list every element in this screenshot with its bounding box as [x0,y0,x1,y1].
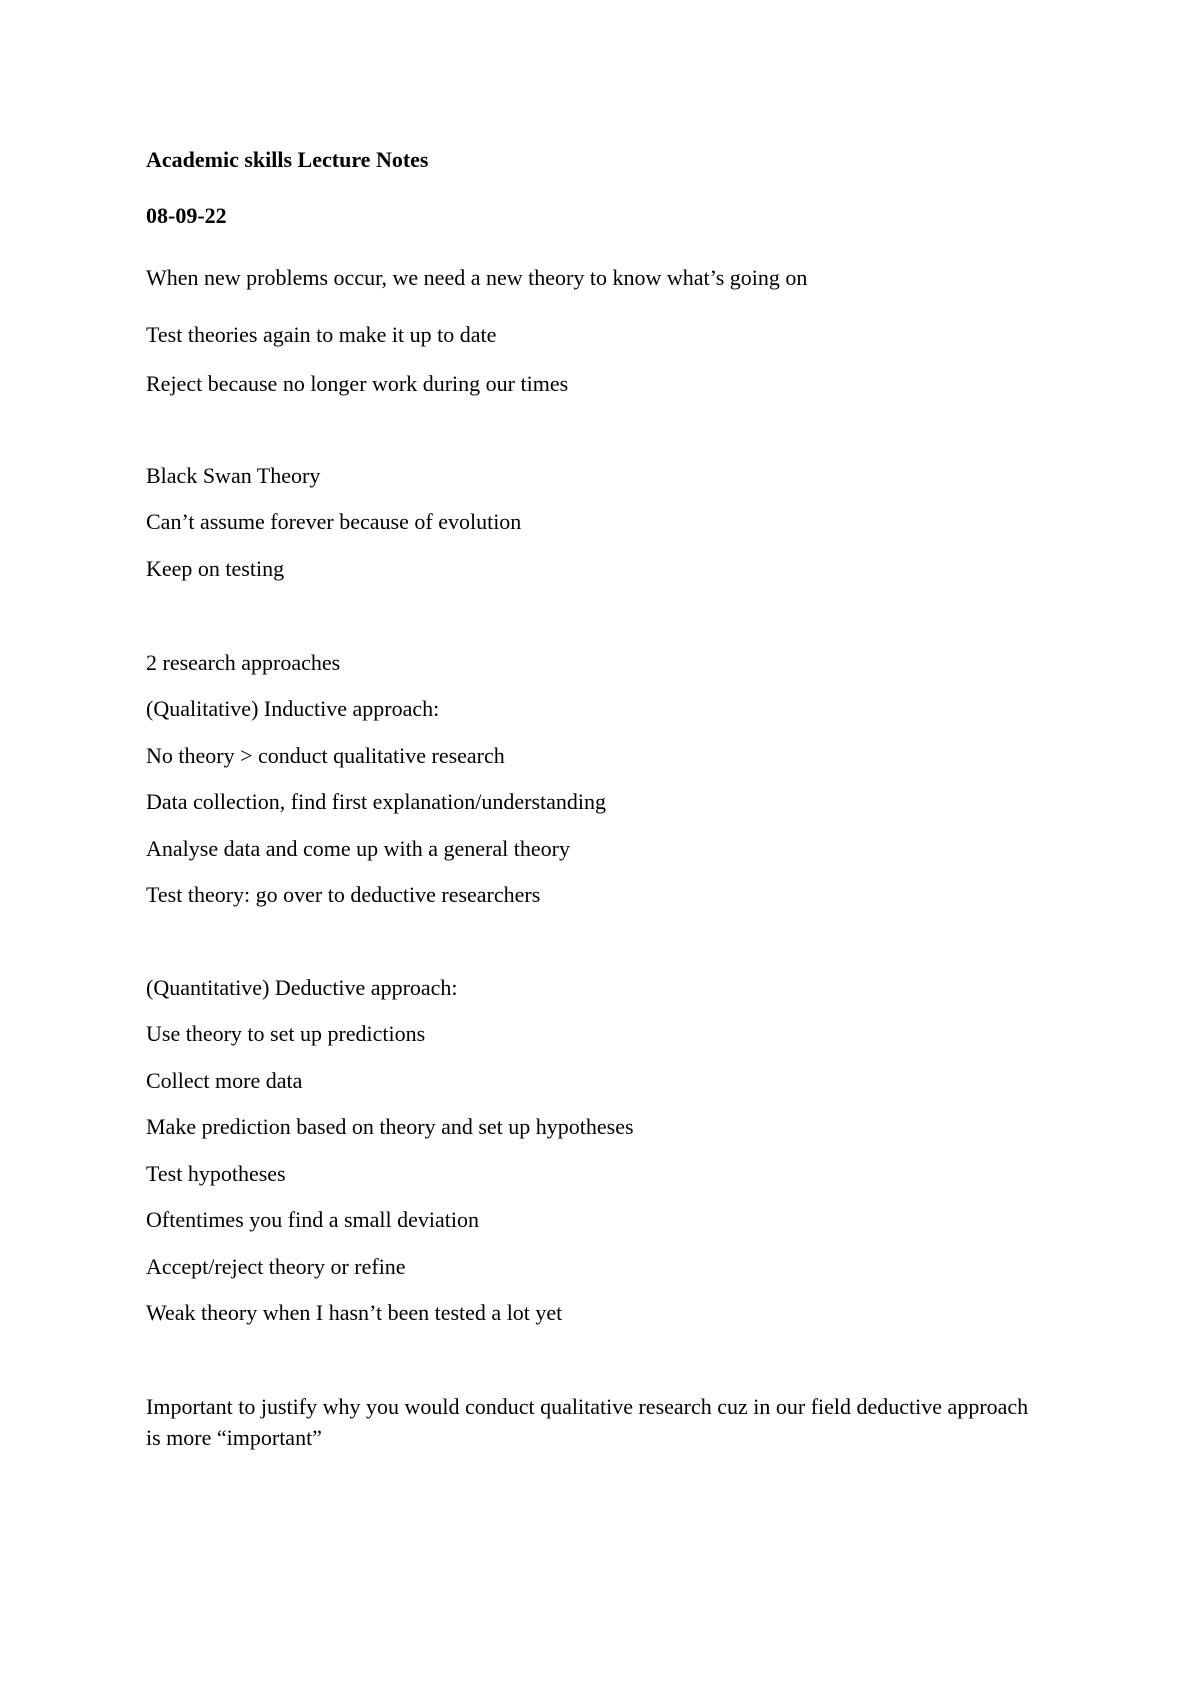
note-line: Test theories again to make it up to date [146,322,497,347]
note-line: Oftentimes you find a small deviation [146,1207,479,1232]
note-line: Make prediction based on theory and set up hypotheses [146,1114,634,1139]
document-date: 08-09-22 [146,203,227,228]
note-line: Data collection, find first explanation/understanding [146,789,607,814]
note-line: No theory > conduct qualitative research [146,743,505,768]
note-line: Accept/reject theory or refine [146,1254,406,1279]
note-line: Test theory: go over to deductive researchers [146,882,541,907]
note-line: Keep on testing [146,556,285,581]
note-line: (Quantitative) Deductive approach: [146,975,458,1000]
note-line: Black Swan Theory [146,463,321,488]
note-line: Collect more data [146,1068,303,1093]
document-title: Academic skills Lecture Notes [146,147,429,172]
note-line: Test hypotheses [146,1161,286,1186]
note-line: 2 research approaches [146,650,341,675]
note-line: Can’t assume forever because of evolution [146,509,522,534]
note-line: Reject because no longer work during our times [146,371,569,396]
note-line: Weak theory when I hasn’t been tested a lot yet [146,1300,563,1325]
note-line: Analyse data and come up with a general theory [146,836,570,861]
note-line: Use theory to set up predictions [146,1021,426,1046]
note-line: (Qualitative) Inductive approach: [146,696,440,721]
conclusion-paragraph: Important to justify why you would conduct qualitative research cuz in our field deductive approach is more “important” [146,1394,1029,1450]
note-line: When new problems occur, we need a new theory to know what’s going on [146,265,808,290]
